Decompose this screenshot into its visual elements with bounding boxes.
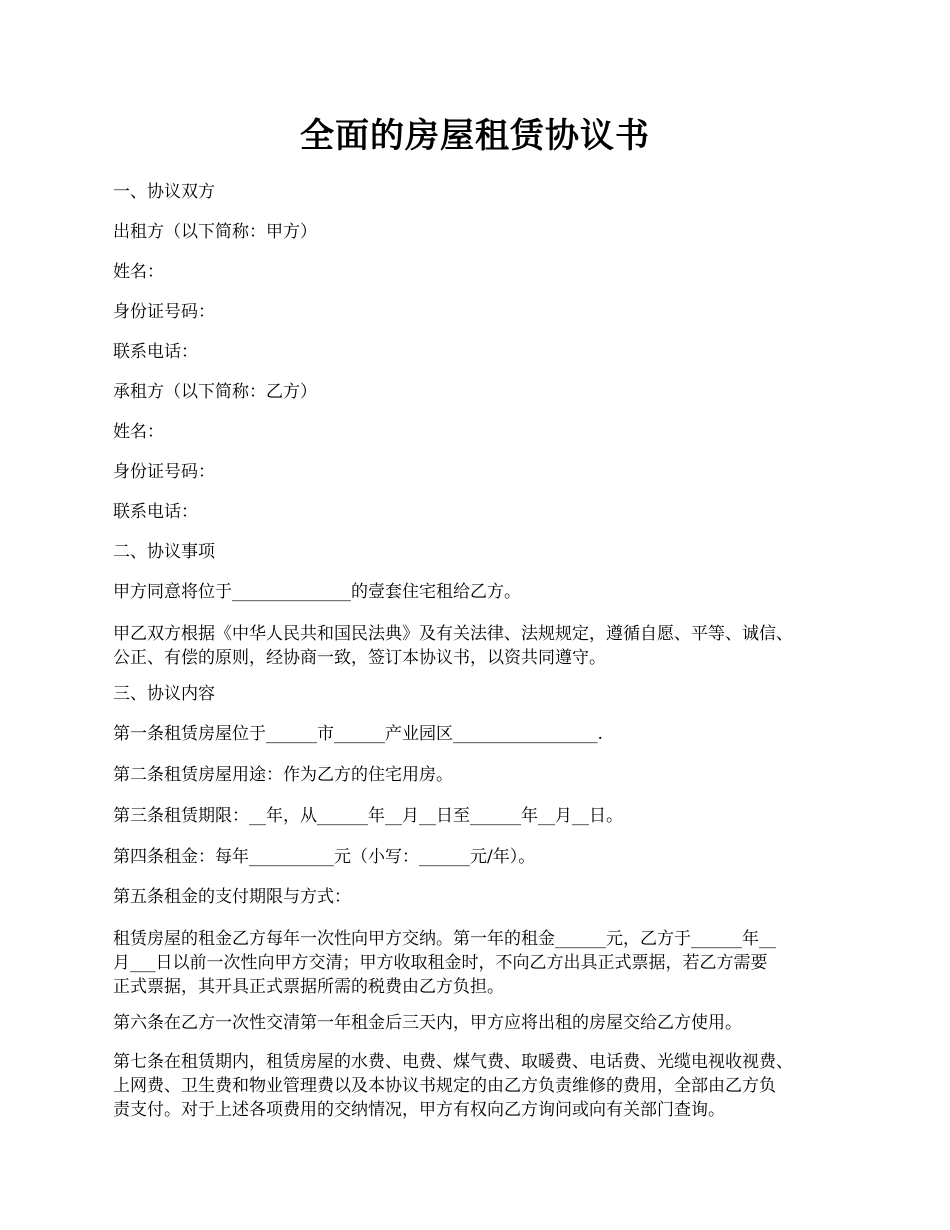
article-4: 第四条租金：每年__________元（小写：______元/年）。 xyxy=(113,847,536,867)
article-6: 第六条在乙方一次性交清第一年租金后三天内，甲方应将出租的房屋交给乙方使用。 xyxy=(113,1013,742,1033)
lessor-id-field: 身份证号码： xyxy=(113,302,215,322)
article-7-paragraph xyxy=(113,1050,853,1122)
document-title: 全面的房屋租赁协议书 xyxy=(300,116,650,156)
article-5: 第五条租金的支付期限与方式： xyxy=(113,887,351,907)
agreement-location: 甲方同意将位于______________的壹套住宅租给乙方。 xyxy=(113,582,521,602)
payment-line-2: 月___日以前一次性向甲方交清；甲方收取租金时，不向乙方出具正式票据，若乙方需要 xyxy=(113,953,768,973)
article-7-line-2: 上网费、卫生费和物业管理费以及本协议书规定的由乙方负责维修的费用，全部由乙方负 xyxy=(113,1076,776,1096)
article-2: 第二条租赁房屋用途：作为乙方的住宅用房。 xyxy=(113,765,453,785)
lessor-label: 出租方（以下简称：甲方） xyxy=(113,222,317,242)
payment-line-1: 租赁房屋的租金乙方每年一次性向甲方交纳。第一年的租金______元，乙方于______年__ xyxy=(113,929,776,949)
basis-line-1: 甲乙双方根据《中华人民共和国民法典》及有关法律、法规规定，遵循自愿、平等、诚信、 xyxy=(113,624,793,644)
lessor-name-field: 姓名： xyxy=(113,262,164,282)
basis-line-2: 公正、有偿的原则，经协商一致，签订本协议书，以资共同遵守。 xyxy=(113,648,606,668)
section-heading-parties: 一、协议双方 xyxy=(113,182,215,202)
section-heading-content: 三、协议内容 xyxy=(113,684,215,704)
article-7-line-3: 责支付。对于上述各项费用的交纳情况，甲方有权向乙方询问或向有关部门查询。 xyxy=(113,1100,725,1120)
lessee-label: 承租方（以下简称：乙方） xyxy=(113,382,317,402)
lessee-id-field: 身份证号码： xyxy=(113,462,215,482)
lessee-name-field: 姓名： xyxy=(113,422,164,442)
article-1: 第一条租赁房屋位于______市______产业园区_________________. xyxy=(113,724,603,744)
payment-paragraph xyxy=(113,927,853,999)
lessee-phone-field: 联系电话： xyxy=(113,502,198,522)
article-3: 第三条租赁期限：__年，从______年__月__日至______年__月__日。 xyxy=(113,806,623,826)
article-7-line-1: 第七条在租赁期内，租赁房屋的水费、电费、煤气费、取暖费、电话费、光缆电视收视费、 xyxy=(113,1052,793,1072)
lessor-phone-field: 联系电话： xyxy=(113,342,198,362)
basis-paragraph xyxy=(113,622,853,670)
section-heading-matters: 二、协议事项 xyxy=(113,542,215,562)
payment-line-3: 正式票据，其开具正式票据所需的税费由乙方负担。 xyxy=(113,977,504,997)
